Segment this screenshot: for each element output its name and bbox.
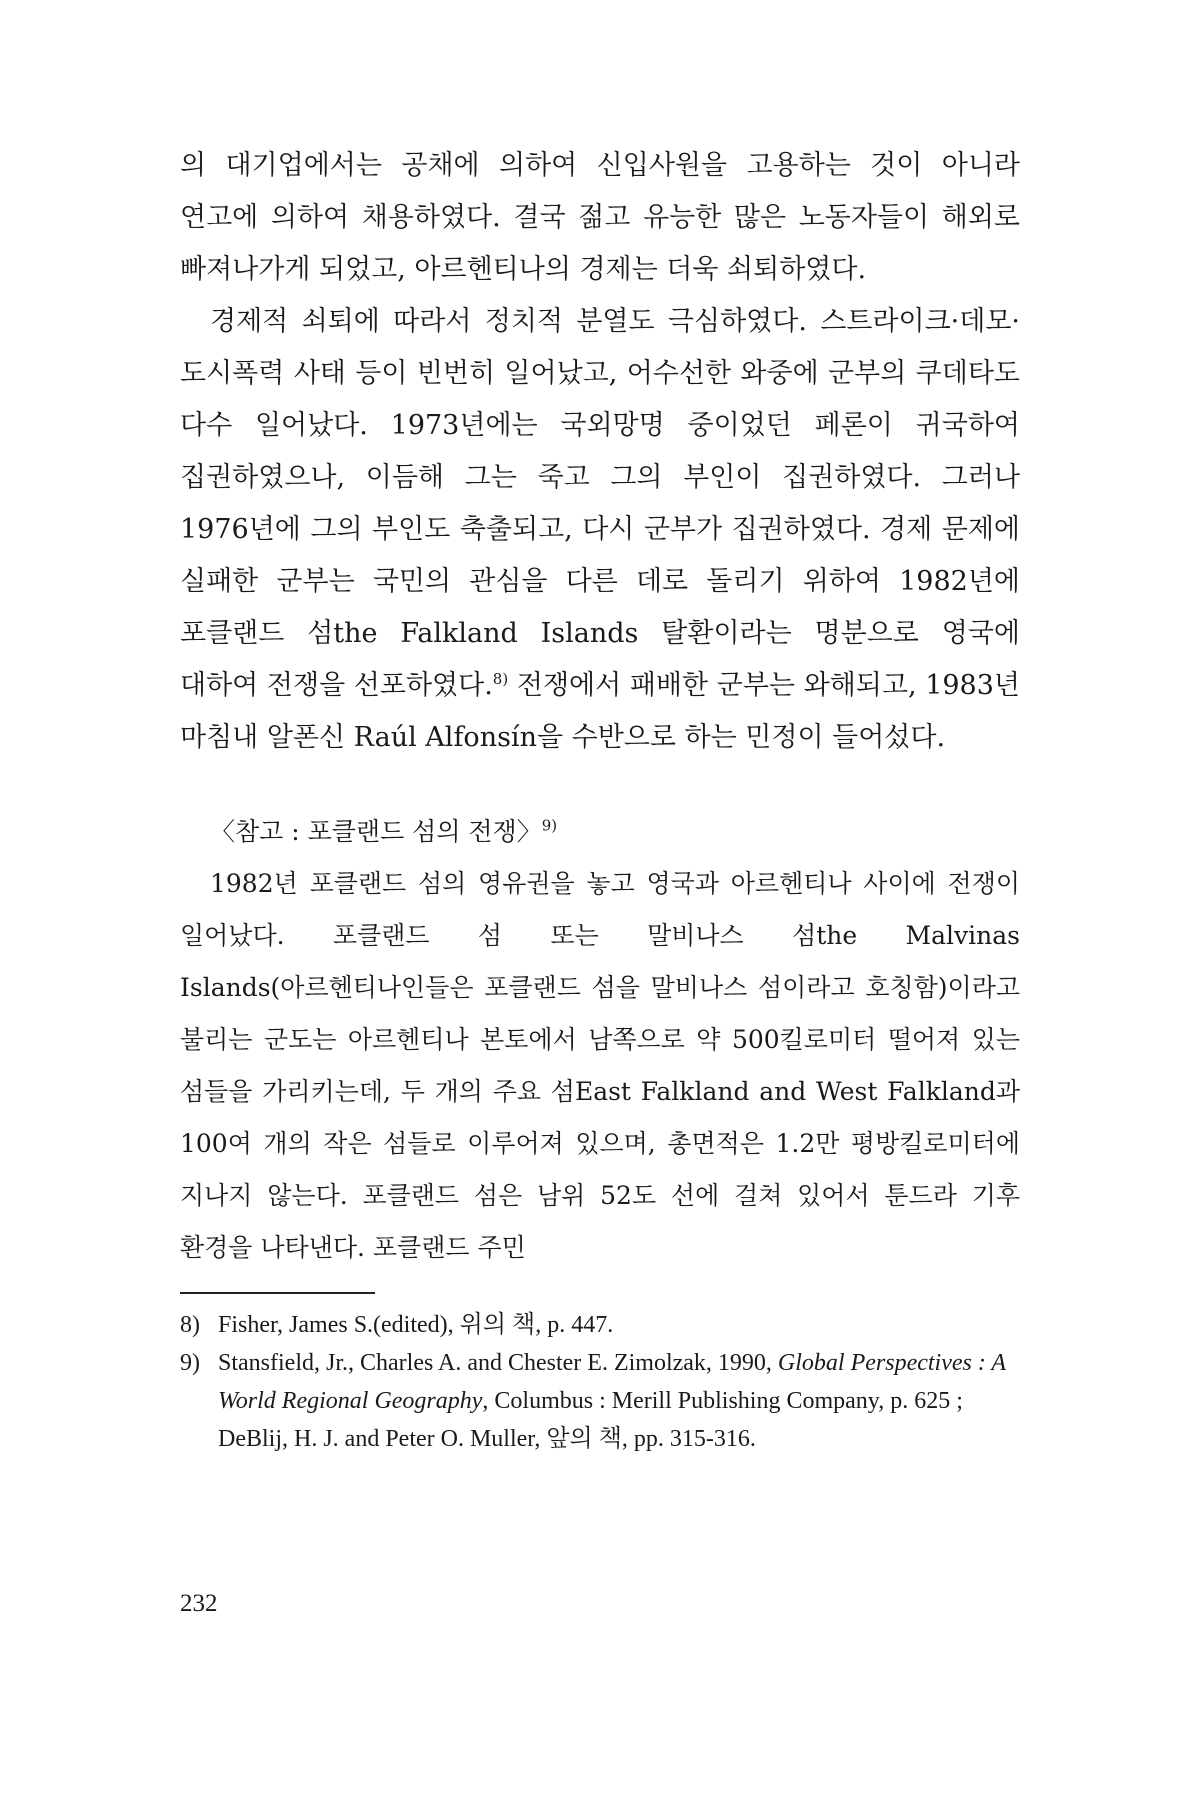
footnote-text bbox=[218, 1344, 1020, 1458]
reference-box-title: 〈참고 : 포클랜드 섬의 전쟁〉 bbox=[210, 817, 542, 846]
footnote-text: Fisher, James S.(edited), 위의 책, p. 447. bbox=[218, 1312, 614, 1338]
reference-box-text: 1982년 포클랜드 섬의 영유권을 놓고 영국과 아르헨티나 사이에 전쟁이 일어났다. 포클랜드 섬 또는 말비나스 섬the Malvinas Islands(아르헨티나인들은 포클랜드 섬을 말비나스 섬이라고 호칭함)이라고 불리는 군도는 아르헨티나 본토에서 남쪽으로 약 500킬로미터 떨어져 있는 섬들을 가리키는데, 두 개의 주요 섬East Falkland and West Falkland과 100여 개의 작은 섬들로 이루어져 있으며, 총면적은 1.2만 평방킬로미터에 지나지 않는다. 포클랜드 섬은 남위 52도 선에 걸쳐 있어서 툰드라 기후 환경을 나타낸다. 포클랜드 주민 bbox=[180, 869, 1020, 1262]
page-content bbox=[180, 140, 1020, 1458]
footnote-ref-9: 9) bbox=[541, 816, 558, 835]
footnote-number: 9) bbox=[180, 1350, 200, 1376]
footnote-divider bbox=[180, 1292, 375, 1294]
body-paragraph-2-text: 경제적 쇠퇴에 따라서 정치적 분열도 극심하였다. 스트라이크·데모·도시폭력 사태 등이 빈번히 일어났고, 어수선한 와중에 군부의 쿠데타도 다수 일어났다. 1973년에는 국외망명 중이었던 페론이 귀국하여 집권하였으나, 이듬해 그는 죽고 그의 부인이 집권하였다. 그러나 1976년에 그의 부인도 축출되고, 다시 군부가 집권하였다. 경제 문제에 실패한 군부는 국민의 관심을 다른 데로 돌리기 위하여 1982년에 포클랜드 섬the Falkland Islands 탈환이라는 명분으로 영국에 대하여 전쟁을 선포하였다. bbox=[180, 306, 1020, 701]
footnote-9 bbox=[180, 1344, 1020, 1458]
footnote-text-part-a: Stansfield, Jr., Charles A. and Chester E. Zimolzak, 1990, bbox=[218, 1350, 778, 1376]
footnote-8 bbox=[180, 1306, 1020, 1344]
page-number: 232 bbox=[180, 1590, 218, 1617]
footnote-ref-8: 8) bbox=[492, 670, 509, 688]
footnote-text-part-b: , Columbus : Merill Publishing Company, p. 625 ; DeBlij, H. J. and Peter O. Muller, 앞의 책, pp. 315-316. bbox=[218, 1388, 963, 1452]
reference-box-heading bbox=[210, 806, 1020, 858]
body-paragraph-2-tail: 전쟁에서 패배한 군부는 와해되고, 1983년 마침내 알폰신 Raúl Alfonsín을 수반으로 하는 민정이 들어섰다. bbox=[180, 670, 1020, 753]
body-paragraph-2 bbox=[180, 296, 1020, 764]
footnote-number: 8) bbox=[180, 1312, 200, 1338]
footnote-book-title: Global Perspectives : A World Regional Geography bbox=[218, 1350, 1006, 1414]
body-paragraph-1: 의 대기업에서는 공채에 의하여 신입사원을 고용하는 것이 아니라 연고에 의하여 채용하였다. 결국 젊고 유능한 많은 노동자들이 해외로 빠져나가게 되었고, 아르헨티나의 경제는 더욱 쇠퇴하였다. bbox=[180, 150, 1020, 285]
